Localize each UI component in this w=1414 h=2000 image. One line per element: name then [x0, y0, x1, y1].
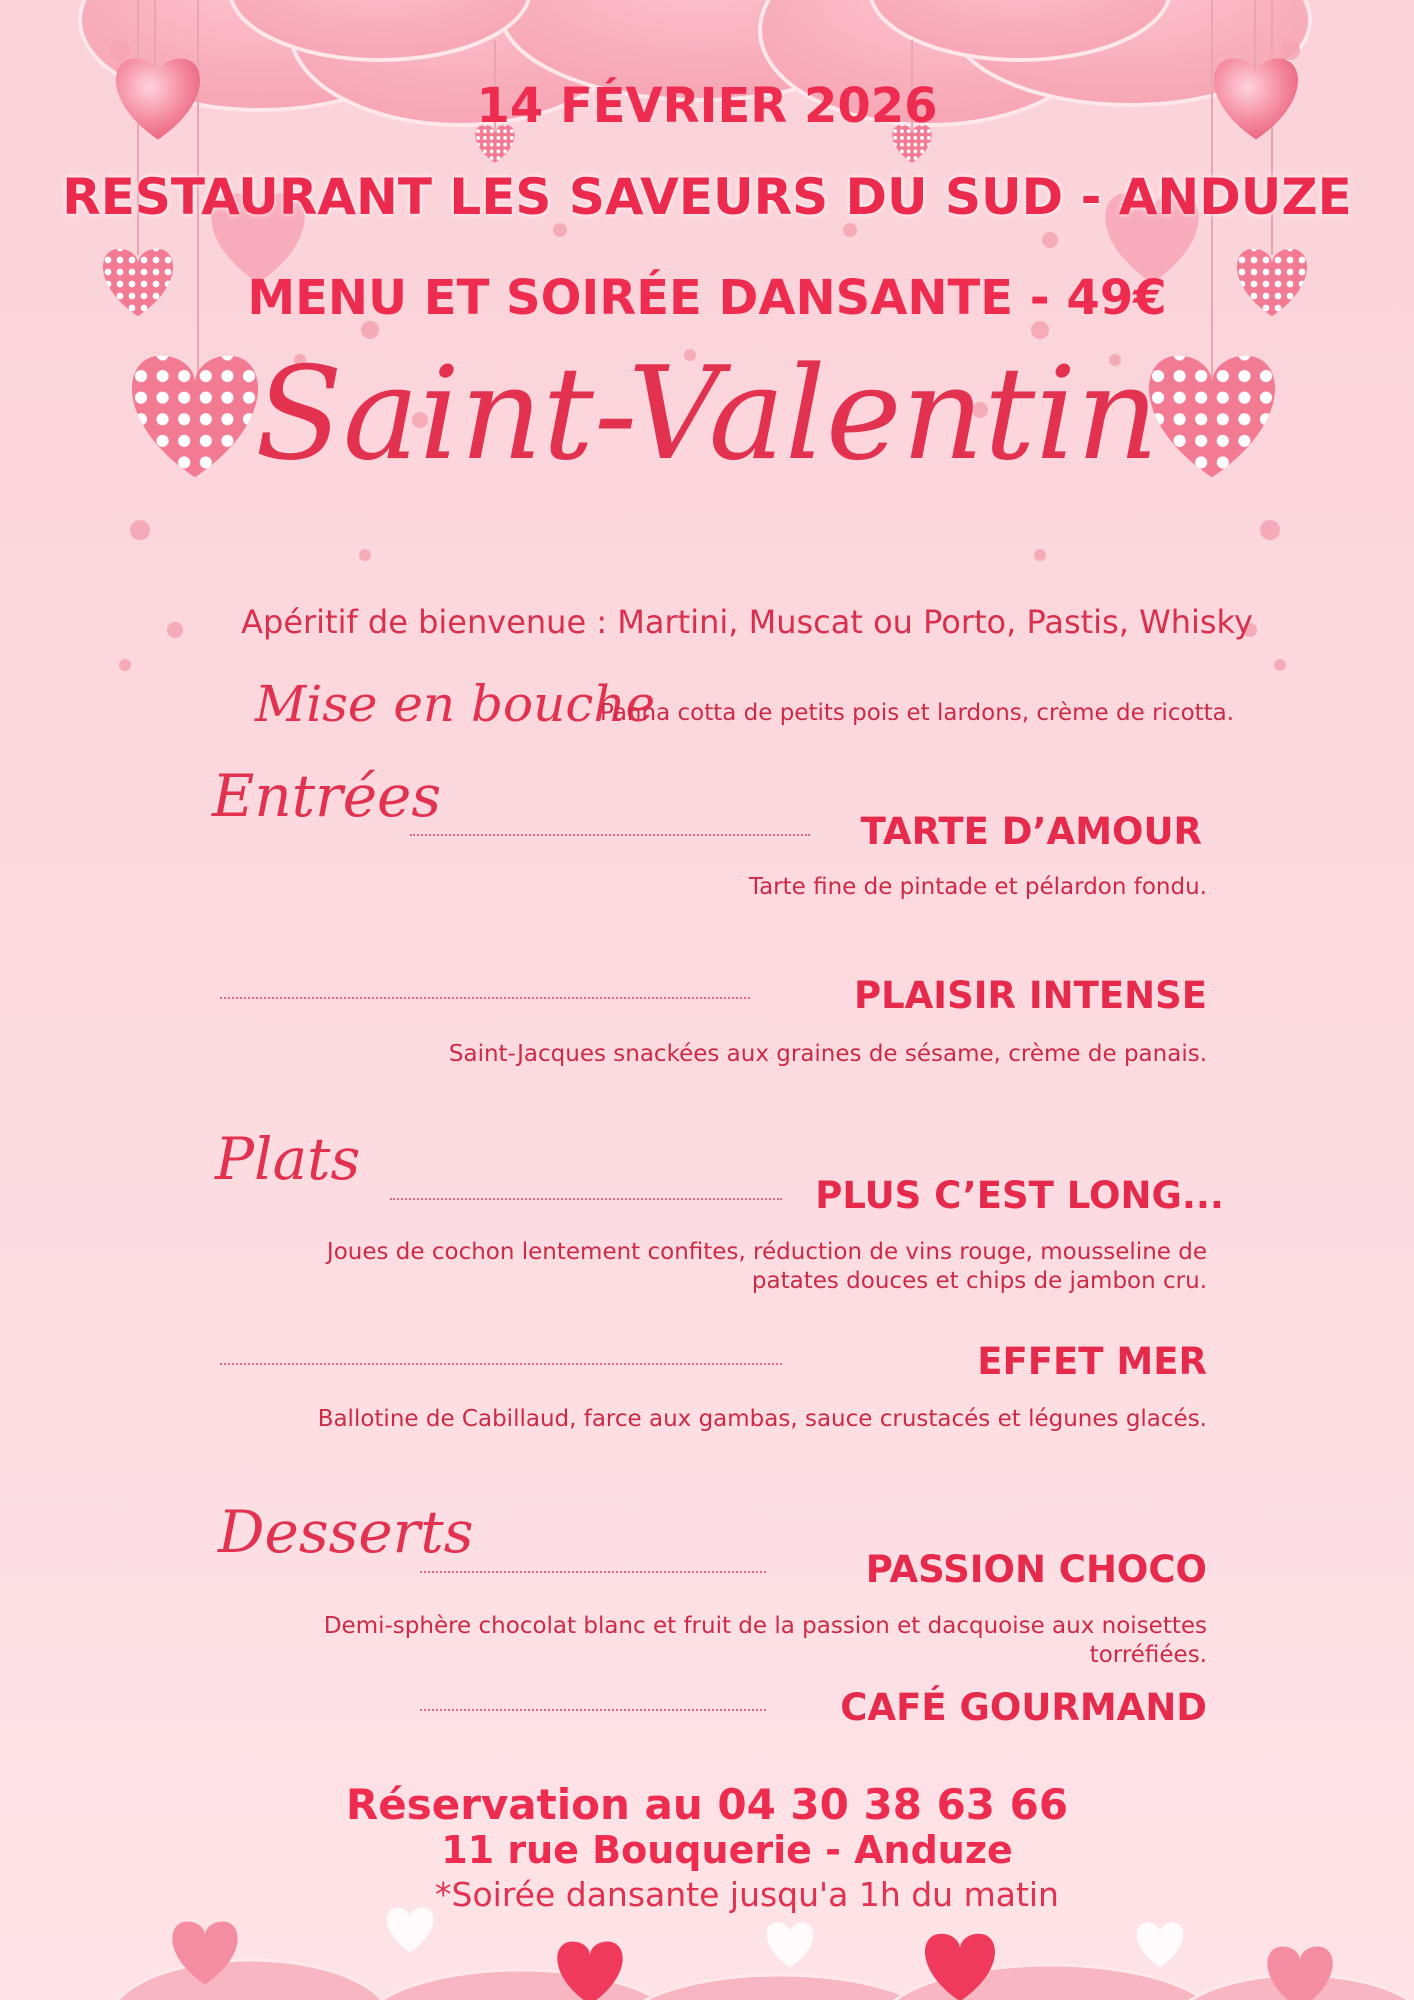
dish-description-line: Joues de cochon lentement confites, réduction de vins rouge, mousseline de: [326, 1239, 1207, 1265]
aperitif-text: Apéritif de bienvenue : Martini, Muscat ou Porto, Pastis, Whisky: [241, 603, 1253, 641]
dish-description-line: torréfiées.: [1089, 1642, 1207, 1668]
event-date: 14 FÉVRIER 2026: [476, 78, 938, 134]
page-title: Saint-Valentin: [255, 340, 1159, 489]
dish-name: PASSION CHOCO: [865, 1548, 1207, 1591]
mise-en-bouche-label: Mise en bouche: [255, 675, 656, 733]
dish-description-line: Demi-sphère chocolat blanc et fruit de la passion et dacquoise aux noisettes: [323, 1613, 1207, 1639]
dotted-leader: [410, 834, 810, 836]
dish-name: CAFÉ GOURMAND: [840, 1686, 1207, 1729]
dotted-leader: [420, 1571, 766, 1573]
dotted-leader: [390, 1198, 782, 1200]
mise-en-bouche-text: Panna cotta de petits pois et lardons, crème de ricotta.: [600, 700, 1235, 726]
dish-description: Ballotine de Cabillaud, farce aux gambas, sauce crustacés et légunes glacés.: [317, 1406, 1207, 1432]
dish-description-line: patates douces et chips de jambon cru.: [751, 1268, 1207, 1294]
dish-name: TARTE D’AMOUR: [860, 810, 1202, 853]
event-offer: MENU ET SOIRÉE DANSANTE - 49€: [247, 270, 1167, 326]
dotted-leader: [420, 1709, 766, 1711]
dotted-leader: [220, 1363, 782, 1365]
dish-description: [327, 1238, 1207, 1296]
dotted-leader: [220, 997, 750, 999]
dish-name: EFFET MER: [977, 1340, 1207, 1383]
restaurant-name: RESTAURANT LES SAVEURS DU SUD - ANDUZE: [62, 168, 1352, 226]
dish-description: Saint-Jacques snackées aux graines de sésame, crème de panais.: [448, 1041, 1207, 1067]
dish-description: Tarte fine de pintade et pélardon fondu.: [748, 874, 1207, 900]
closing-note: *Soirée dansante jusqu'a 1h du matin: [435, 1875, 1059, 1914]
section-label-plats: Plats: [215, 1125, 361, 1193]
address: 11 rue Bouquerie - Anduze: [441, 1828, 1013, 1872]
section-label-desserts: Desserts: [218, 1498, 474, 1566]
dish-name: PLAISIR INTENSE: [853, 974, 1207, 1017]
reservation-phone: Réservation au 04 30 38 63 66: [345, 1780, 1069, 1829]
section-label-entrees: Entrées: [212, 762, 442, 830]
dish-description: [324, 1612, 1207, 1670]
dish-name: PLUS C’EST LONG...: [815, 1174, 1224, 1217]
